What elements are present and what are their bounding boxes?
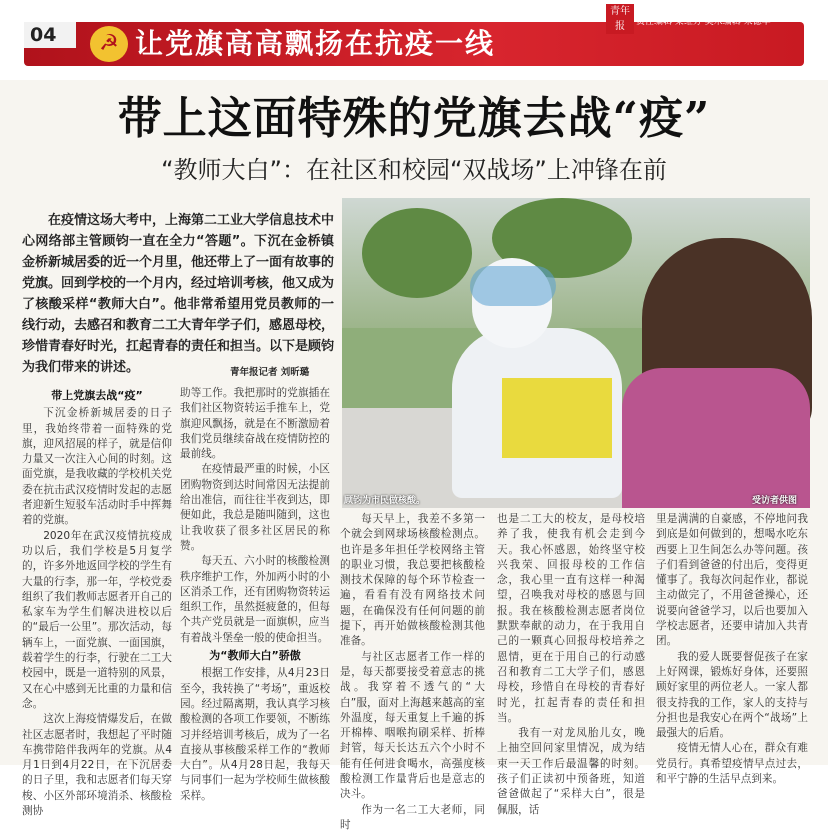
photo-medical-worker xyxy=(412,238,612,498)
paragraph: 每天早上，我差不多第一个就会到网球场核酸检测点。也许是多年担任学校网络主管的职业习惯，我总要把核酸检测技术保障的每个环节检查一遍，看看有没有网络技术问题，在确保没有任何问题的前提下，再开始做核酸检测其他准备。 xyxy=(340,513,485,648)
paragraph: 根据工作安排，从4月23日至今，我转换了“考场”，重返校园。经过隔离期，我认真学习核酸检测的各项工作要领，不断练习并经培训考核后，成为了一名直接从事核酸采样工作的“教师大白”。从4月28日起，我每天与同事们一起为学校师生做核酸采样。 xyxy=(180,667,330,802)
subheadline: “教师大白”：在社区和校园“双战场”上冲锋在前 xyxy=(161,156,667,184)
paragraph: 作为一名二工大老师，同时 xyxy=(340,803,485,831)
headline: 带上这面特殊的党旗去战“疫” xyxy=(117,93,711,144)
photo-yellow-bag xyxy=(502,378,612,458)
article-column-2 xyxy=(180,386,330,804)
face-shield xyxy=(470,266,556,306)
paragraph: 我有一对龙凤胎儿女，晚上抽空回问家里情况，成为结束一天工作后最温馨的时刻。孩子们正读初中预备班，知道爸爸做起了“采样大白”，很是佩服，话 xyxy=(497,727,645,816)
paragraph: 每天五、六小时的核酸检测秩序维护工作，外加两小时的小区消杀工作，还有团购物资转运组织工作，虽然挺疲惫的，但每个共产党员就是一面旗帜，应当有着战斗堡垒一般的使命担当。 xyxy=(180,555,330,644)
paragraph: 助等工作。我把那时的党旗插在我们社区物资转运手推车上，党旗迎风飘扬，就是在不断激励着我们党员继续奋战在疫情防控的最前线。 xyxy=(180,387,330,461)
paragraph: 2020年在武汉疫情抗疫成功以后，我们学校是5月复学的，许多外地返回学校的学生有大量的行李，那一年，学校党委组织了我们教师志愿者开自己的私家车为学生们解决进校以后的“最后一公里”。那次活动，每辆车上，一面党旗、一面国旗，载着学生的行李，行驶在二工大校园中，既是一道特别的风景，又在心中感到无比重的力量和信念。 xyxy=(22,529,172,710)
page-number: 04 xyxy=(24,22,76,48)
photo-credit: 受访者供图 xyxy=(752,496,798,506)
article-column-4 xyxy=(497,512,645,818)
article-photo xyxy=(342,198,810,508)
section-heading-1: 带上党旗去战“疫” xyxy=(51,389,143,402)
issue-meta xyxy=(636,6,802,28)
masthead-logo: 青年报 xyxy=(606,4,634,34)
resident-shirt xyxy=(622,368,810,508)
article-column-3 xyxy=(340,512,485,833)
photo-caption: 顾钧为市民做核酸。 xyxy=(344,496,426,506)
intro-paragraph: 在疫情这场大考中，上海第二工业大学信息技术中心网络部主管顾钧一直在全力“答题”。下沉在金桥镇金桥新城居委的近一个月里，他还带上了一面有故事的党旗。回到学校的一个月内，经过培训考核，他又成为了核酸采样“教师大白”。他非常希望用党员教师的一线行动，去感召和教育二工大青年学子们，感恩母校，珍惜青春好时光，扛起青春的责任和担当。以下是顾钧为我们带来的讲述。 xyxy=(22,213,335,375)
paragraph: 在疫情最严重的时候，小区团购物资到达时间常因无法提前给出准信，而往往半夜到达，即便如此，我总是随叫随到，这也让我收获了很多社区居民的称赞。 xyxy=(180,463,330,552)
article-column-1 xyxy=(22,386,172,819)
article-column-5 xyxy=(656,512,808,787)
section-heading-2: 为“教师大白”骄傲 xyxy=(209,649,301,663)
paragraph: 里是满满的自豪感，不停地问我到底是如何做到的，想喝水吃东西要上卫生间怎么办等问题。孩子们看到爸爸的付出后，变得更懂事了。我每次问起作业，都说主动做完了，不用爸爸操心，还说要向爸爸学习，以后也要加入学校志愿者，还要申请加入共青团。 xyxy=(656,513,808,648)
photo-resident xyxy=(622,238,810,508)
section-banner xyxy=(0,0,828,80)
paragraph: 我的爱人既要督促孩子在家上好网课，锻炼好身体，还要照顾好家里的两位老人。一家人都很支持我的工作，家人的支持与分担也是我安心在两个“战场”上最强大的后盾。 xyxy=(656,650,808,740)
issue-editors: 责任编辑 梁维芳 美术编辑 朱德华 xyxy=(636,17,771,27)
reporter-byline: 青年报记者 刘昕璐 xyxy=(230,367,310,378)
paragraph: 下沉金桥新城居委的日子里，我始终带着一面特殊的党旗，迎风招展的样子，就是信仰力量又一次注入心间的时刻。这面党旗，是我收藏的学校机关党委在抗击武汉疫情时发起的志愿者迎新生短驳车活动时手中挥舞着的党旗。 xyxy=(22,407,172,527)
paragraph: 也是二工大的校友，是母校培养了我，使我有机会走到今天。我心怀感恩，始终坚守校兴我荣、回报母校的工作信念，我心里一直有这样一种渴望，召唤我对母校的感恩与回报。我在核酸检测志愿者岗位默默奉献的动力，在于我用自己的一颗真心回报母校培养之恩情，更在于用自己的行动感召和教育二工大学子们，感恩母校，珍惜自在母校的青春好时光，扛起青春的责任和担当。 xyxy=(497,513,645,724)
paragraph: 与社区志愿者工作一样的是，每天都要接受着意志的挑战。我穿着不透气的“大白”服，面对上海越来越高的室外温度，每天重复上千遍的拆开棉棒、咽喉拘刷采样、折棒封管，每天长达五六个小时不能有任何进食喝水，高强度核酸检测工作量背后也是意志的决斗。 xyxy=(340,650,485,801)
paragraph: 这次上海疫情爆发后，在做社区志愿者时，我想起了平时随车携带陪伴我两年的党旗。从4月1日到4月22日，在下沉居委的日子里，我和志愿者们每天穿梭、小区外部环境消杀、核酸检测协 xyxy=(22,713,172,818)
section-title: 让党旗高高飘扬在抗疫一线 xyxy=(135,27,496,60)
issue-date: 2022年5月26日 星期四 xyxy=(636,6,733,16)
paragraph: 疫情无情人心在，群众有难党员行。真希望疫情早点过去，和平宁静的生活早点到来。 xyxy=(656,742,808,786)
party-emblem-icon: ☭ xyxy=(90,26,128,62)
